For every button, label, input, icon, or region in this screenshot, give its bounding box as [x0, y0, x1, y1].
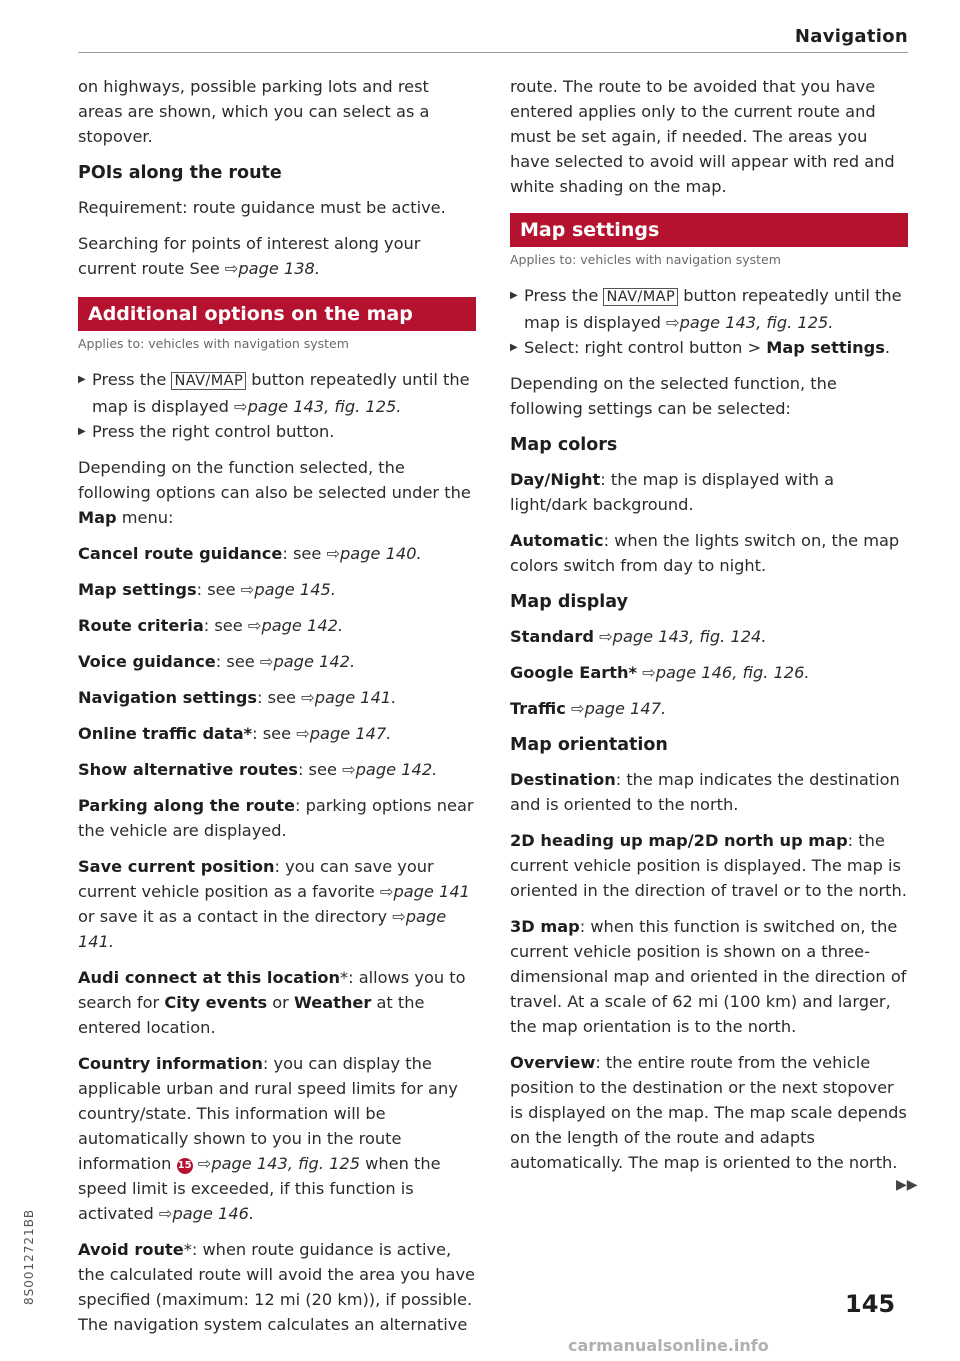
map-colors-heading: Map colors	[510, 435, 618, 455]
page-reference-link[interactable]: ⇨page 142.	[342, 760, 438, 779]
depending-paragraph: Depending on the selected function, the following settings can be selected:	[510, 374, 837, 418]
arrow-right-icon: ⇨	[197, 1154, 212, 1173]
2d-map-item: 2D heading up map/2D north up map: the current vehicle position is displayed. The map is oriented in the direction of travel or to the north.	[510, 831, 907, 900]
option-item: Route criteria: see ⇨page 142.	[78, 616, 344, 635]
standard-item: Standard ⇨page 143, fig. 124.	[510, 627, 767, 646]
traffic-item: Traffic ⇨page 147.	[510, 699, 667, 718]
page-reference-link[interactable]: ⇨page 145.	[240, 580, 336, 599]
arrow-right-icon: ⇨	[599, 627, 613, 646]
page-reference-link[interactable]: ⇨page 142.	[247, 616, 344, 635]
parking-item: Parking along the route: parking options near the vehicle are displayed.	[78, 796, 474, 840]
page-reference-link[interactable]: ⇨page 138.	[224, 259, 320, 278]
arrow-right-icon: ⇨	[224, 259, 239, 278]
audi-connect-item: Audi connect at this location*: allows you to search for City events or Weather at the entered location.	[78, 968, 466, 1037]
arrow-right-icon: ⇨	[392, 907, 406, 926]
page-reference-link[interactable]: ⇨page 142.	[259, 652, 356, 671]
page-reference-link[interactable]: ⇨page 147.	[296, 724, 392, 743]
page-reference-link[interactable]: ⇨page 143, fig. 125.	[666, 313, 834, 332]
country-information-item: Country information: you can display the applicable urban and rural speed limits for any country/state. This information will be automatically shown to you in the route information 15 ⇨page 143, fig. 125 when the speed limit is exceeded, if this function is activated ⇨page 146.	[78, 1054, 458, 1223]
option-item: Map settings: see ⇨page 145.	[78, 580, 336, 599]
arrow-right-icon: ⇨	[642, 663, 656, 682]
option-item: Navigation settings: see ⇨page 141.	[78, 688, 397, 707]
arrow-right-icon: ⇨	[326, 544, 341, 563]
avoid-route-item: Avoid route*: when route guidance is active, the calculated route will avoid the area you have specified (maximum: 12 mi (20 km)), if possible. The navigation system calculates an alternative	[78, 1240, 476, 1334]
arrow-right-icon: ⇨	[158, 1204, 173, 1223]
arrow-right-icon: ⇨	[570, 699, 585, 718]
intro-paragraph: on highways, possible parking lots and rest areas are shown, which you can select as a stopover.	[78, 77, 430, 146]
depending-paragraph: Depending on the function selected, the following options can also be selected under the Map menu:	[78, 458, 471, 527]
left-column	[78, 74, 478, 1348]
page-reference-link[interactable]: ⇨page 141	[379, 882, 470, 901]
header-rule	[78, 52, 908, 53]
option-item: Online traffic data*: see ⇨page 147.	[78, 724, 392, 743]
page-number: 145	[845, 1290, 896, 1318]
page-reference-link[interactable]: ⇨page 141.	[301, 688, 397, 707]
triangle-bullet-icon: ▶	[510, 342, 518, 353]
applies-note: Applies to: vehicles with navigation system	[78, 336, 349, 351]
map-orientation-heading: Map orientation	[510, 735, 668, 755]
step-item: ▶ Press the right control button.	[78, 419, 478, 444]
nav-map-key: NAV/MAP	[171, 372, 246, 390]
arrow-right-icon: ⇨	[234, 397, 248, 416]
right-column	[510, 74, 910, 1186]
search-paragraph: Searching for points of interest along your current route See ⇨page 138.	[78, 234, 421, 278]
arrow-right-icon: ⇨	[296, 724, 310, 743]
arrow-right-icon: ⇨	[342, 760, 356, 779]
running-header: Navigation	[794, 26, 908, 47]
3d-map-item: 3D map: when this function is switched on, the current vehicle position is shown on a three-dimensional map and oriented in the direction of travel. At a scale of 62 mi (100 km) and larger, the map orientation is to the north.	[510, 917, 907, 1036]
arrow-right-icon: ⇨	[666, 313, 680, 332]
destination-item: Destination: the map indicates the destination and is oriented to the north.	[510, 770, 900, 814]
watermark: carmanualsonline.info	[568, 1336, 769, 1355]
step-item: ▶ Select: right control button > Map settings.	[510, 335, 910, 360]
pois-heading: POIs along the route	[78, 163, 282, 183]
day-night-item: Day/Night: the map is displayed with a light/dark background.	[510, 470, 835, 514]
map-display-heading: Map display	[510, 592, 628, 612]
automatic-item: Automatic: when the lights switch on, the map colors switch from day to night.	[510, 531, 900, 575]
arrow-right-icon: ⇨	[301, 688, 315, 707]
requirement-paragraph: Requirement: route guidance must be active.	[78, 198, 446, 217]
arrow-right-icon: ⇨	[240, 580, 255, 599]
page-reference-link[interactable]: ⇨page 146.	[158, 1204, 255, 1223]
nav-map-key: NAV/MAP	[603, 288, 678, 306]
google-earth-item: Google Earth* ⇨page 146, fig. 126.	[510, 663, 810, 682]
page-reference-link[interactable]: ⇨page 147.	[570, 699, 667, 718]
page-reference-link[interactable]: ⇨page 143, fig. 125.	[234, 397, 402, 416]
option-item: Voice guidance: see ⇨page 142.	[78, 652, 356, 671]
arrow-right-icon: ⇨	[379, 882, 394, 901]
page-reference-link[interactable]: ⇨page 141.	[78, 907, 447, 951]
overview-item: Overview: the entire route from the vehicle position to the destination or the next stopover is displayed on the map. The map scale depends on the length of the route and adapts automatically. The map is oriented to the north.	[510, 1053, 907, 1172]
continue-arrow-icon: ▶▶	[896, 1177, 918, 1193]
page-reference-link[interactable]: ⇨page 146, fig. 126.	[642, 663, 810, 682]
callout-number-icon: 15	[177, 1158, 193, 1174]
route-paragraph: route. The route to be avoided that you have entered applies only to the current route and must be set again, if needed. The areas you have selected to avoid will appear with red and white shading on the map.	[510, 77, 895, 196]
option-item: Cancel route guidance: see ⇨page 140.	[78, 544, 422, 563]
page-reference-link[interactable]: ⇨page 140.	[326, 544, 422, 563]
applies-note: Applies to: vehicles with navigation system	[510, 252, 781, 267]
page-reference-link[interactable]: ⇨page 143, fig. 124.	[599, 627, 767, 646]
step-item: ▶ Press the NAV/MAP button repeatedly until the map is displayed ⇨page 143, fig. 125.	[78, 367, 478, 419]
option-item: Show alternative routes: see ⇨page 142.	[78, 760, 438, 779]
section-title-map-settings: Map settings	[510, 213, 908, 247]
arrow-right-icon: ⇨	[247, 616, 262, 635]
document-code: 8S0012721BB	[22, 1208, 36, 1305]
page-reference-link[interactable]: ⇨page 143, fig. 125	[197, 1154, 360, 1173]
triangle-bullet-icon: ▶	[78, 374, 86, 385]
step-item: ▶ Press the NAV/MAP button repeatedly until the map is displayed ⇨page 143, fig. 125.	[510, 283, 910, 335]
arrow-right-icon: ⇨	[259, 652, 274, 671]
triangle-bullet-icon: ▶	[510, 290, 518, 301]
section-title-additional-options: Additional options on the map	[78, 297, 476, 331]
triangle-bullet-icon: ▶	[78, 426, 86, 437]
save-position-item: Save current position: you can save your current vehicle position as a favorite ⇨page 141 or save it as a contact in the directory ⇨page 141.	[78, 857, 470, 951]
